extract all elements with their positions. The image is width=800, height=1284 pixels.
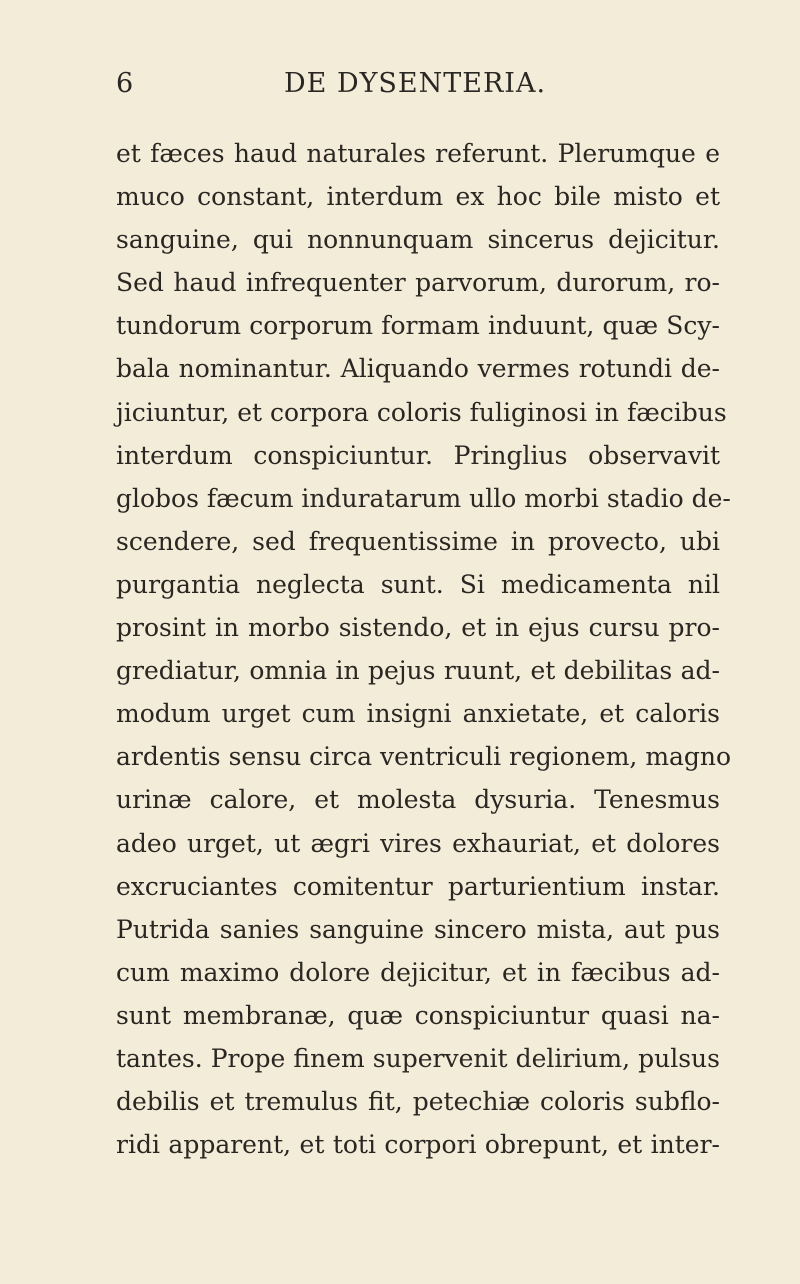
page-number: 6 bbox=[116, 68, 134, 99]
text-line: urinæ calore, et molesta dysuria. Tenesmus bbox=[116, 785, 720, 815]
text-line: tantes. Prope finem supervenit delirium, pulsus bbox=[116, 1043, 720, 1073]
text-line: jiciuntur, et corpora coloris fuliginosi in fæcibus bbox=[116, 397, 727, 427]
text-line: interdum conspiciuntur. Pringlius observavit bbox=[116, 440, 720, 470]
text-line: debilis et tremulus fit, petechiæ coloris subflo- bbox=[116, 1087, 720, 1117]
text-line: tundorum corporum formam induunt, quæ Scy- bbox=[116, 311, 720, 341]
body-text bbox=[116, 132, 732, 1166]
text-line: sunt membranæ, quæ conspiciuntur quasi na- bbox=[116, 1000, 720, 1030]
text-line: cum maximo dolore dejicitur, et in fæcibus ad- bbox=[116, 957, 720, 987]
text-line: ardentis sensu circa ventriculi regionem, magno bbox=[116, 742, 732, 772]
text-line: excruciantes comitentur parturientium instar. bbox=[116, 871, 720, 901]
text-line: prosint in morbo sistendo, et in ejus cursu pro- bbox=[116, 613, 720, 643]
text-line: grediatur, omnia in pejus ruunt, et debilitas ad- bbox=[116, 656, 720, 686]
text-line: scendere, sed frequentissime in provecto, ubi bbox=[116, 526, 720, 556]
text-line: purgantia neglecta sunt. Si medicamenta nil bbox=[116, 569, 720, 599]
text-line: ridi apparent, et toti corpori obrepunt, et inter- bbox=[116, 1130, 720, 1160]
text-line: muco constant, interdum ex hoc bile misto et bbox=[116, 182, 720, 212]
text-line: globos fæcum induratarum ullo morbi stadio de- bbox=[116, 483, 731, 513]
text-line: modum urget cum insigni anxietate, et caloris bbox=[116, 699, 720, 729]
text-line: Putrida sanies sanguine sincero mista, aut pus bbox=[116, 914, 720, 944]
page-header bbox=[116, 64, 720, 104]
text-line: Sed haud infrequenter parvorum, durorum, ro- bbox=[116, 268, 720, 298]
text-line: sanguine, qui nonnunquam sincerus dejicitur. bbox=[116, 225, 720, 255]
text-line: bala nominantur. Aliquando vermes rotundi de- bbox=[116, 354, 720, 384]
text-line: adeo urget, ut ægri vires exhauriat, et dolores bbox=[116, 828, 720, 858]
text-line: et fæces haud naturales referunt. Plerumque e bbox=[116, 139, 720, 168]
running-title: DE DYSENTERIA. bbox=[284, 68, 547, 99]
